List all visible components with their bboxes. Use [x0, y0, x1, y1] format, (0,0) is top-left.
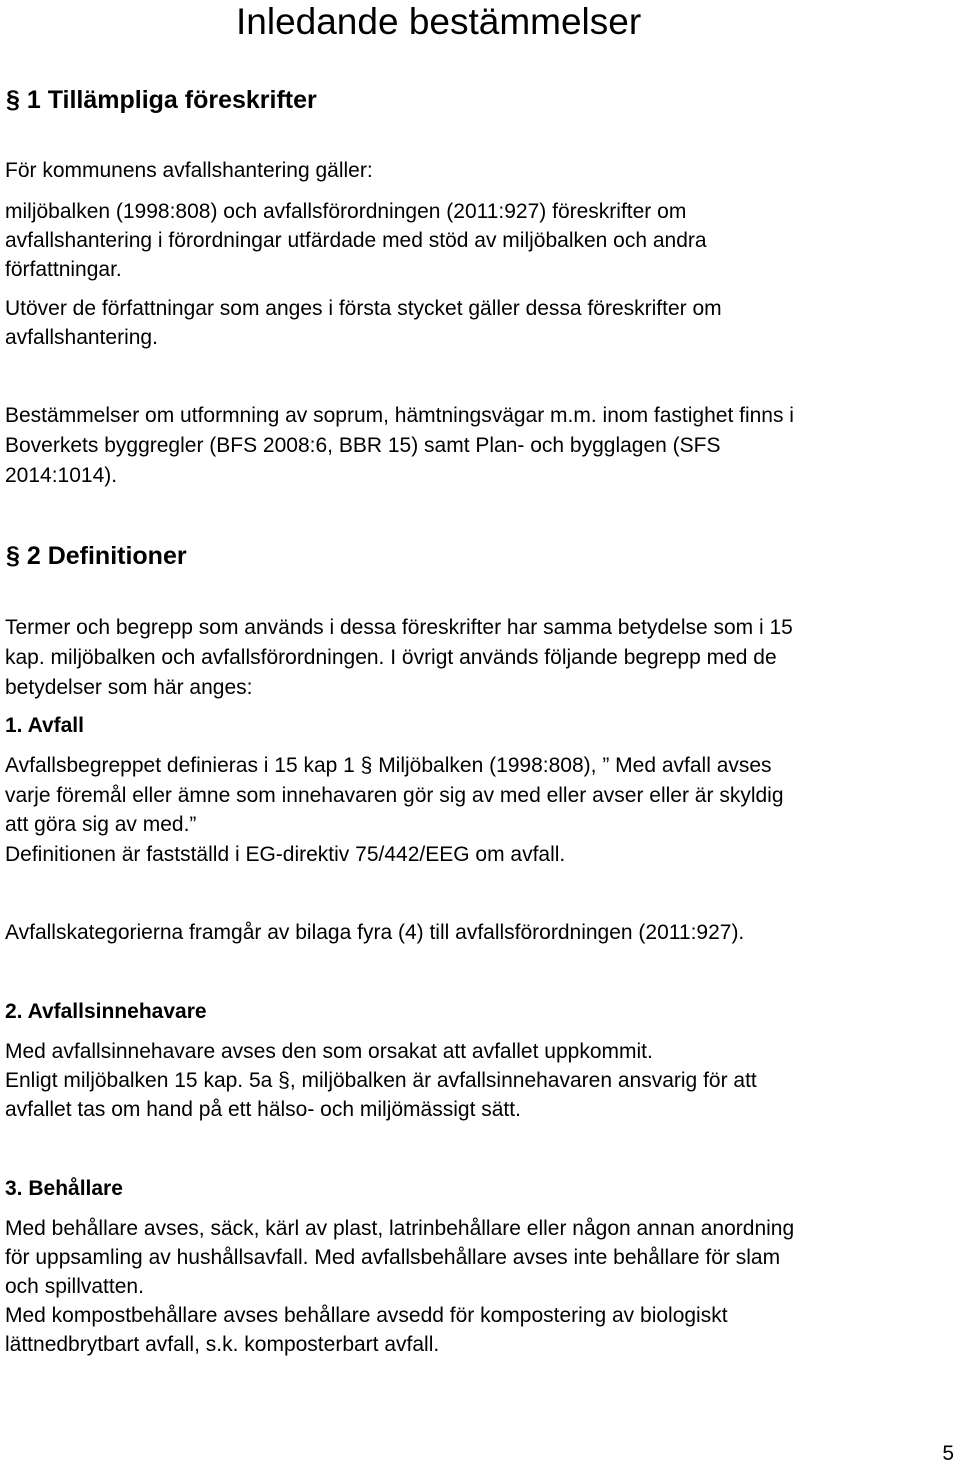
paragraph-line: Termer och begrepp som används i dessa föreskrifter har samma betydelse som i 15	[5, 616, 793, 639]
page-title: Inledande bestämmelser	[236, 1, 642, 42]
paragraph-line: avfallshantering.	[5, 326, 158, 349]
paragraph-line: kap. miljöbalken och avfallsförordningen. I övrigt används följande begrepp med de	[5, 646, 777, 669]
paragraph-line: Definitionen är fastställd i EG-direktiv 75/442/EEG om avfall.	[5, 843, 566, 866]
page-number: 5	[942, 1442, 954, 1465]
paragraph-line: 2014:1014).	[5, 464, 118, 487]
paragraph-line: Utöver de författningar som anges i första stycket gäller dessa föreskrifter om	[5, 297, 722, 320]
paragraph-line: Med avfallsinnehavare avses den som orsakat att avfallet uppkommit.	[5, 1040, 653, 1063]
paragraph-line: varje föremål eller ämne som innehavaren gör sig av med eller avser eller är skyldig	[5, 784, 784, 807]
section-1-heading: § 1 Tillämpliga föreskrifter	[6, 86, 317, 114]
section-2-heading: § 2 Definitioner	[6, 542, 187, 570]
paragraph-line: Bestämmelser om utformning av soprum, hämtningsvägar m.m. inom fastighet finns i	[5, 404, 794, 427]
paragraph-line: betydelser som här anges:	[5, 676, 253, 699]
definition-3-heading: 3. Behållare	[5, 1177, 123, 1200]
paragraph-line: Med behållare avses, säck, kärl av plast, latrinbehållare eller någon annan anordning	[5, 1217, 795, 1240]
paragraph-line: avfallshantering i förordningar utfärdade med stöd av miljöbalken och andra	[5, 229, 707, 252]
paragraph-line: lättnedbrytbart avfall, s.k. komposterbart avfall.	[5, 1333, 440, 1356]
paragraph-line: för uppsamling av hushållsavfall. Med avfallsbehållare avses inte behållare för slam	[5, 1246, 781, 1269]
paragraph-line: avfallet tas om hand på ett hälso- och miljömässigt sätt.	[5, 1098, 521, 1121]
paragraph-line: författningar.	[5, 258, 122, 281]
paragraph-line: Avfallskategorierna framgår av bilaga fyra (4) till avfallsförordningen (2011:927).	[5, 921, 745, 944]
paragraph-line: miljöbalken (1998:808) och avfallsförordningen (2011:927) föreskrifter om	[5, 200, 687, 223]
paragraph-line: Boverkets byggregler (BFS 2008:6, BBR 15) samt Plan- och bygglagen (SFS	[5, 434, 721, 457]
definition-2-heading: 2. Avfallsinnehavare	[5, 1000, 207, 1023]
paragraph-line: Med kompostbehållare avses behållare avsedd för kompostering av biologiskt	[5, 1304, 728, 1327]
paragraph-line: För kommunens avfallshantering gäller:	[5, 159, 373, 182]
paragraph-line: Avfallsbegreppet definieras i 15 kap 1 § Miljöbalken (1998:808), ” Med avfall avses	[5, 754, 772, 777]
definition-1-heading: 1. Avfall	[5, 714, 84, 737]
paragraph-line: att göra sig av med.”	[5, 813, 197, 836]
paragraph-line: Enligt miljöbalken 15 kap. 5a §, miljöbalken är avfallsinnehavaren ansvarig för att	[5, 1069, 757, 1092]
paragraph-line: och spillvatten.	[5, 1275, 144, 1298]
